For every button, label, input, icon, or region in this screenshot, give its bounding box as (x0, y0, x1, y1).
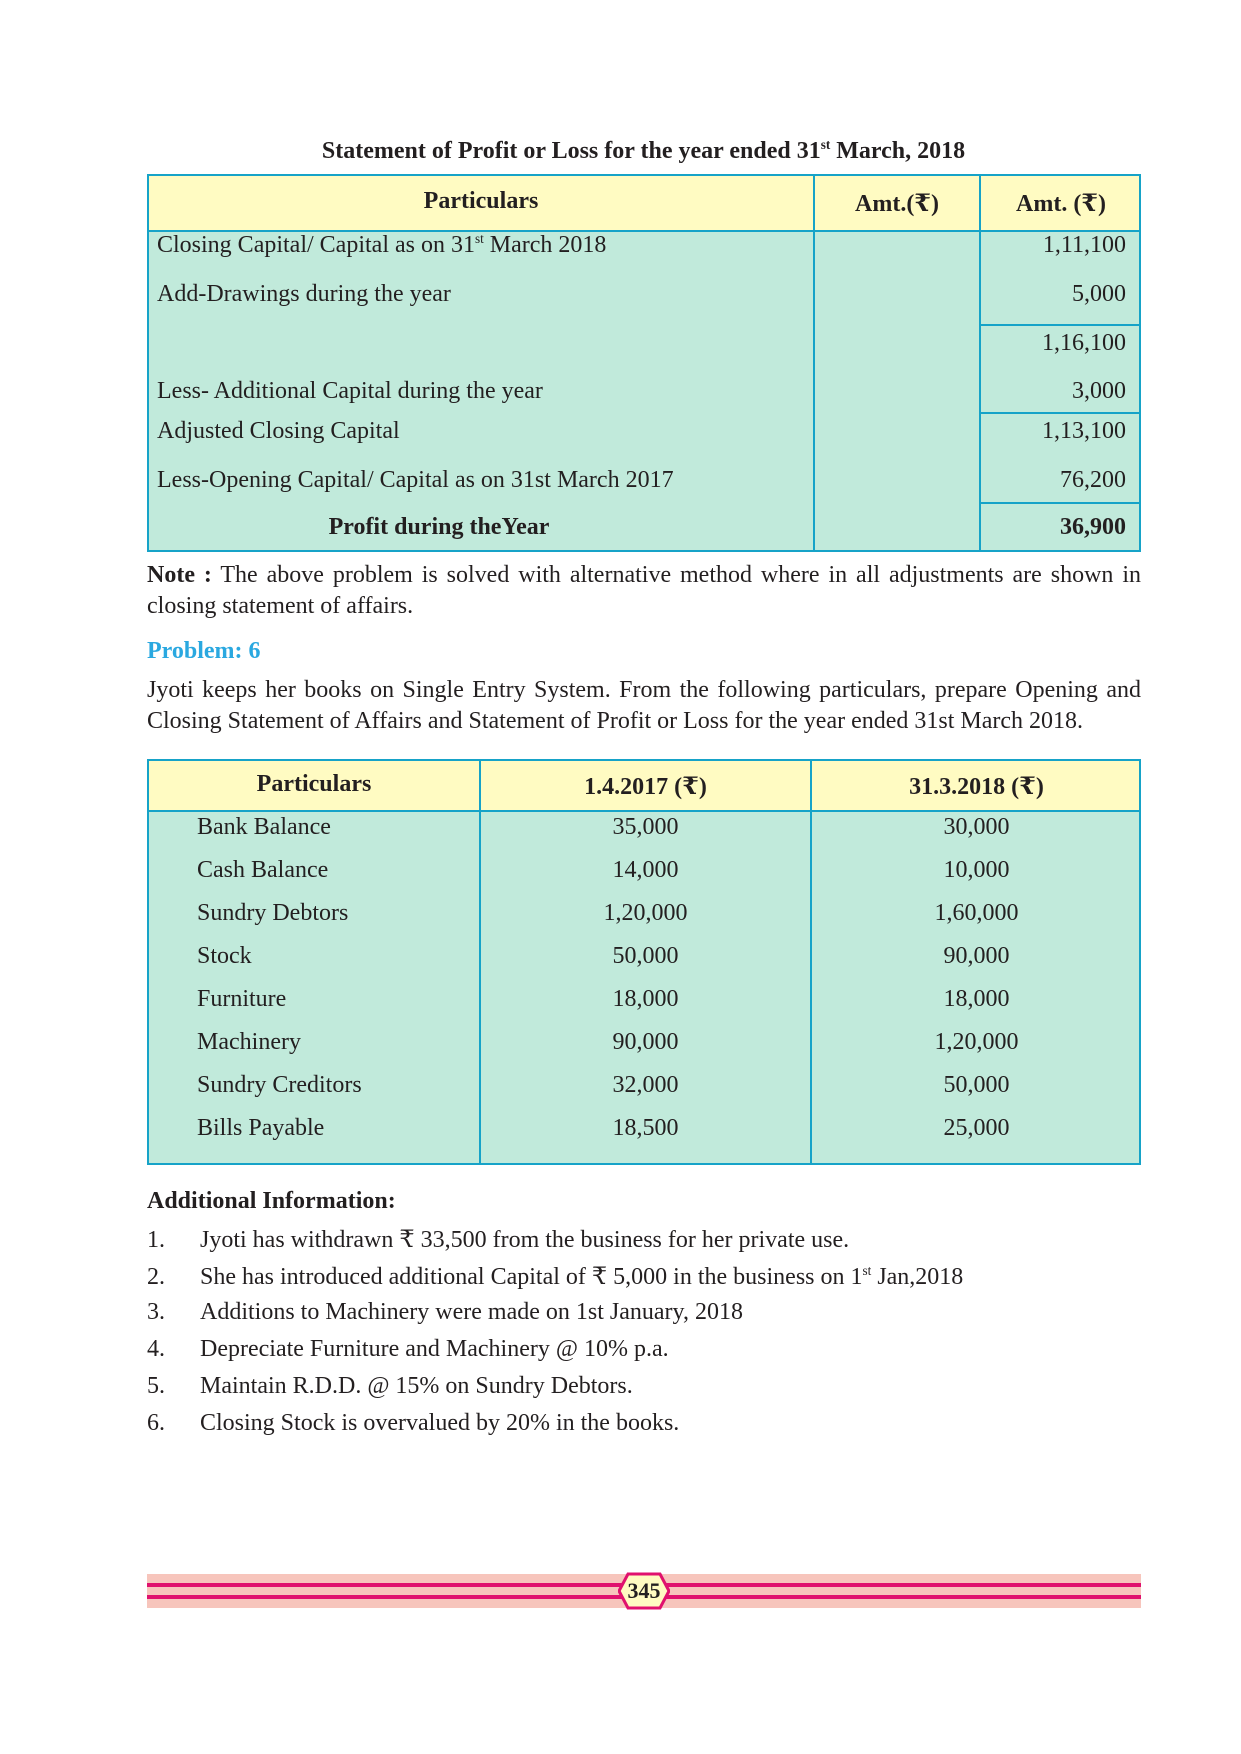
header-particulars: Particulars (423, 188, 539, 214)
amt-profit-during-year: 36,900 (1060, 514, 1126, 540)
table-cell-closing: 50,000 (943, 1072, 1010, 1098)
list-item: 2. She has introduced additional Capital of ₹ 5,000 in the business on 1st Jan,2018 (147, 1263, 964, 1290)
list-item: 4. Depreciate Furniture and Machinery @ 10% p.a. (147, 1336, 669, 1362)
table-cell-particular: Machinery (197, 1029, 301, 1055)
list-item: 1. Jyoti has withdrawn ₹ 33,500 from the business for her private use. (147, 1227, 850, 1253)
header-particulars: Particulars (256, 771, 372, 797)
table-cell-opening: 35,000 (612, 814, 679, 840)
table-cell-opening: 18,500 (612, 1115, 679, 1141)
amt-adjusted-closing-capital: 1,13,100 (1042, 418, 1126, 444)
table-cell-closing: 30,000 (943, 814, 1010, 840)
row-less-opening-capital: Less-Opening Capital/ Capital as on 31st March 2017 (157, 467, 674, 493)
statement-title: Statement of Profit or Loss for the year ended 31st March, 2018 (321, 137, 966, 164)
problem-heading: Problem: 6 (147, 638, 261, 664)
table-cell-particular: Cash Balance (197, 857, 329, 883)
note-paragraph: Note : The above problem is solved with alternative method where in all adjustments are shown in closing statement of affairs. (147, 562, 1141, 619)
header-opening-date: 1.4.2017 (₹) (584, 774, 707, 800)
list-item: 5. Maintain R.D.D. @ 15% on Sundry Debtors. (147, 1373, 633, 1399)
table-cell-particular: Bank Balance (197, 814, 331, 840)
table-cell-particular: Furniture (197, 986, 287, 1012)
list-item: 6. Closing Stock is overvalued by 20% in the books. (147, 1410, 680, 1436)
row-closing-capital: Closing Capital/ Capital as on 31st March 2018 (157, 231, 607, 258)
row-adjusted-closing-capital: Adjusted Closing Capital (157, 418, 400, 444)
table-cell-opening: 1,20,000 (603, 900, 688, 926)
additional-info-heading: Additional Information: (147, 1188, 396, 1214)
row-profit-during-year: Profit during theYear (328, 514, 550, 540)
list-item: 3. Additions to Machinery were made on 1st January, 2018 (147, 1299, 743, 1325)
header-amt-2: Amt. (₹) (1016, 191, 1106, 217)
particulars-table (147, 759, 1141, 1165)
table-cell-closing: 1,60,000 (934, 900, 1019, 926)
row-add-drawings: Add-Drawings during the year (157, 281, 451, 307)
header-closing-date: 31.3.2018 (₹) (909, 774, 1044, 800)
amt-subtotal: 1,16,100 (1042, 330, 1126, 356)
table-cell-opening: 14,000 (612, 857, 679, 883)
amt-less-opening-capital: 76,200 (1060, 467, 1126, 493)
table-cell-opening: 50,000 (612, 943, 679, 969)
table-cell-closing: 25,000 (943, 1115, 1010, 1141)
table-cell-opening: 32,000 (612, 1072, 679, 1098)
table-cell-closing: 18,000 (943, 986, 1010, 1012)
amt-add-drawings: 5,000 (1072, 281, 1126, 307)
table-cell-closing: 90,000 (943, 943, 1010, 969)
table-cell-closing: 1,20,000 (934, 1029, 1019, 1055)
page-number: 345 (627, 1578, 661, 1603)
table-cell-particular: Stock (197, 943, 252, 969)
row-less-additional-capital: Less- Additional Capital during the year (157, 378, 543, 404)
table-cell-particular: Sundry Creditors (197, 1072, 362, 1098)
table-cell-opening: 18,000 (612, 986, 679, 1012)
table-cell-closing: 10,000 (943, 857, 1010, 883)
header-amt-1: Amt.(₹) (855, 191, 939, 217)
profit-loss-statement-table (147, 174, 1141, 552)
amt-closing-capital: 1,11,100 (1042, 232, 1126, 258)
table-cell-particular: Bills Payable (197, 1115, 325, 1141)
table-cell-particular: Sundry Debtors (197, 900, 349, 926)
amt-less-additional-capital: 3,000 (1072, 378, 1126, 404)
table-cell-opening: 90,000 (612, 1029, 679, 1055)
problem-text: Jyoti keeps her books on Single Entry System. From the following particulars, prepare Opening and Closing Statement of Affairs and Statement of Profit or Loss for the year ended 31st March 2018. (147, 677, 1141, 734)
